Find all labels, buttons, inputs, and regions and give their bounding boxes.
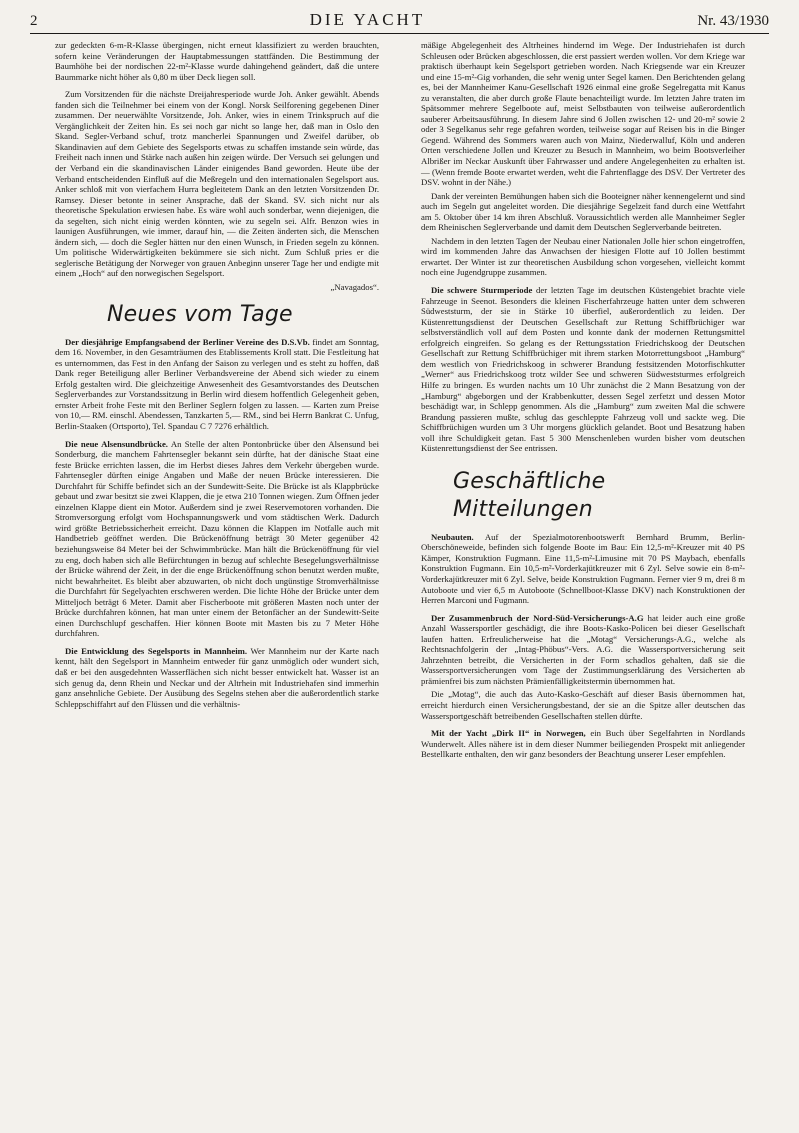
section-heading: Geschäftliche Mitteilungen bbox=[453, 468, 606, 522]
issue-number: Nr. 43/1930 bbox=[697, 13, 769, 29]
page-number: 2 bbox=[30, 13, 38, 29]
news-item-headline: Der Zusammenbruch der Nord-Süd-Versicherungs-A.G bbox=[431, 612, 644, 623]
news-item bbox=[421, 613, 745, 687]
news-item bbox=[421, 532, 745, 606]
news-item-body: Auf der Spezialmotorenbootswerft Bernhard Brumm, Berlin-Oberschöneweide, befinden sich folgende Boote im Bau: Ein 12,5-m²-Kreuzer mit 40 PS Kämper, Konstruktion Fugmann. Eine 11,5-m²-Limusine mit 70 PS Maybach, ebenfalls Konstruktion Fugmann. Ein 10,5-m²-Vorderkajütkreuzer mit 6 Zyl. Selve sowie ein 8-m²-Vorderkajütkreuzer mit 6 Zyl. Selve, beide Konstruktion Fugmann. Ferner vier 9 m, drei 8 m Autoboote und vier 6,5 m Autoboote (Schnellboot-Klasse DKV) nach Konstruktionen der Herren Marconi und Fugmann. bbox=[421, 531, 745, 606]
header-rule bbox=[30, 33, 769, 34]
left-column bbox=[55, 40, 379, 712]
page-header bbox=[30, 10, 769, 34]
author-signature: „Navagados“. bbox=[330, 282, 379, 293]
paragraph: Die „Motag“, die auch das Auto-Kasko-Geschäft auf dieser Basis übernommen hat, erreicht hierdurch einen Versicherungsbestand, der sie an die Spitze aller deutschen das Wassersportgeschäft betreibenden Gesellschaften stellen dürfte. bbox=[421, 689, 745, 721]
paragraph: Zum Vorsitzenden für die nächste Dreijahresperiode wurde Joh. Anker gewählt. Abends fanden sich die Teilnehmer bei einem von der Kongl. Norsk Seilforening gegebenen Diner zusammen. Der neuerwählte Vorsitzende, Joh. Anker, wies in einem Trinkspruch auf die Vergänglichkeit der Zeiten hin. Es sei noch gar nicht so lange her, daß man in Oslo den Skand. Segler-Verband schuf, trotz mancherlei Spannungen und Zweifel darüber, ob Skandinavien auf dem Gebiete des Segelsports etwas zu schaffen imstande sein würde, das Freiheit nach innen und Stärke nach außen hin zeigen würde. Der Versuch sei gelungen und der Verband ein die skandinavischen Länder einigendes Band geworden. Heute übe der Verband entscheidenden Einfluß auf die Meßregeln und den internationalen Segelsport aus. Anker schloß mit von vierfachem Hurra begleitetem Dank an den letzten Vorsitzenden Dr. Ramsey. Dieser betonte in seiner Ansprache, daß der Skand. SV. sich nicht nur als theoretische Spekulation erwiesen habe. Es wäre wohl auch sonderbar, wenn diejenigen, die da segelten, sich nicht einig werden könnten, wie zu segeln sei. Alfr. Benzon wies in launigen Ausführungen, wie immer, darauf hin, — die Zeiten änderten sich, die Menschen ändern sich, — doch die Segler hätten nur den einen Wunsch, in Frieden segeln zu können. Um politische Widerwärtigkeiten bekümmere sie sich nicht. Zum Schluß pries er die seglerische Betätigung der Norweger von grauen Anbeginn unserer Tage her und endigte mit einem „Hoch“ auf den norwegischen Segelsport. bbox=[55, 89, 379, 279]
news-item bbox=[421, 285, 745, 454]
news-item-headline: Mit der Yacht „Dirk II“ in Norwegen, bbox=[431, 728, 586, 739]
news-item-body: ein Buch über Segelfahrten in Nordlands Wunderwelt. Alles nähere ist in dem dieser Nummer beiliegenden Prospekt mit anliegender Bestellkarte enthalten, den wir ganz besonders der Beachtung unserer Leser empfehlen. bbox=[421, 728, 745, 760]
news-item bbox=[421, 728, 745, 760]
news-item-body: An Stelle der alten Pontonbrücke über den Alsensund bei Sonderburg, die manchem Fahrtensegler bekannt sein dürfte, hat der dänische Staat eine feste Brücke errichten lassen, die im Herbst dieses Jahres dem Verkehr übergeben wurde. Fahrtensegler dürften einige Angaben und Maße der neuen Brücke interessieren. Die Durchfahrt für Schiffe befindet sich an der Sundewitt-Seite. Die Brücke ist als Klappbrücke gebaut und zwar besitzt sie zwei Klappen, die je etwa 210 Tonnen wiegen. Zum Öffnen jeder einzelnen Klappe dient ein Motor. Außerdem sind je zwei Reservemotoren vorhanden. Die Stromversorgung erfolgt vom Hochspannungswerk und vom städtischen Werk. Dadurch wird größte Betriebssicherheit erreicht. Dazu können die Klappen im Notfalle auch mit Handbetrieb geöffnet werden. Die Brückenöffnung beträgt 30 Meter gegenüber 42 beziehungsweise 84 Meter bei der Schwimmbrücke. Man hält die Brückenöffnung für viel zu eng, doch haben sich alle Befürchtungen in bezug auf schlechte Besegelungsverhältnisse der Brücke während der Zeit, in der die enge Brückenöffnung schon benutzt werden mußte, nicht bewahrheitet. Es bleibt aber abzuwarten, ob nicht doch ungünstige Stromverhältnisse die Durchfahrt für Segelyachten erschweren werden. Die lichte Höhe der Brücke unter dem Mitteljoch beträgt 6 Meter. Damit aber Fischerboote mit größeren Masten noch unter der Brücke durchfahren können, hat man unter einem der Betonfächer an der Sundewitt-Seite einen Durchschlupf geschaffen. Hier können Boote mit Masten bis zu 7 Meter Höhe durchfahren. bbox=[55, 438, 379, 639]
news-item-body: findet am Sonntag, dem 16. November, in den Gesamträumen des Etablissements Kroll statt. Die Festleitung hat es unternommen, das Fest in den Anfang der Saison zu verlegen und es steht zu hoffen, daß Dank reger Beteiligung aller Berliner Verbandsvereine der Abend sich wieder zu einem Erfolg gestalten wird. Die gleichzeitige Anwesenheit des Gesamtvorstandes des Deutschen Seglerverbandes zur Vorstandssitzung in Berlin wird diesem hoffentlich Gelegenheit geben, ernster Arbeit frohe Feste mit den Berliner Seglern folgen zu lassen. — Karten zum Preise von 10,— RM. einschl. Abendessen, Tanzkarten 5,— RM., sind bei Herrn Bankrat C. Unfug, Berlin-Staaken (Ortsporto), Tel. Spandau C 7 7276 erhältlich. bbox=[55, 336, 379, 431]
news-item-headline: Neubauten. bbox=[431, 531, 474, 542]
news-item-body: der letzten Tage im deutschen Küstengebiet brachte viele Fahrzeuge in Seenot. Besonders die kleinen Fischerfahrzeuge hatten unter dem schweren Südweststurm, der sie in Stärke 10 überfiel, außerordentlich zu leiden. Der Küstenrettungsdienst der Deutschen Gesellschaft zur Rettung Schiffbrüchiger war selbstverständlich voll auf dem Posten und konnte dank der modernen Rettungsmittel erfolgreich eingreifen. So gelang es der Rettungsstation Friedrichskoog der Deutschen Gesellschaft zur Rettung Schiffbrüchiger mit ihrem starken Motorrettungsboot „Hamburg“ dem westlich von Friedrichskoog in schwerer Brandung festsitzenden Motorfischkutter „Werner“ aus Friedrichskoog trotz wilder See und schweren Südweststurmes erfolgreich Hilfe zu bringen. Es wurden nachts um 10 Uhr zunächst die 2 Mann Besatzung von der „Hamburg“ abgeborgen und der Krabbenkutter, dessen Segel zerfetzt und dessen Motor beschädigt war, in Schlepp genommen. Als die „Hamburg“ zum zweiten Mal die schwere Brandung passieren mußte, schlug das geschleppte Fahrzeug voll und sackte weg. Die Schiffbrüchigen wurden um 3 Uhr morgens glücklich gelandet. Boot und Besatzung haben voll ihre Schuldigkeit getan. Fast 5 300 Menschenleben wurden bisher vom deutschen Küstenrettungsdienst der See entrissen. bbox=[421, 285, 745, 454]
paragraph: Dank der vereinten Bemühungen haben sich die Booteigner näher kennengelernt und sind auch im Segeln gut angeleitet worden. Die diesjährige Segelzeit fand durch eine Wettfahrt am 5. Oktober über 14 km ihren Abschluß. Voraussichtlich werden alle Mannheimer Segler dem Rheinischen Seglerverbande und damit dem Deutschen Seglerverbande beitreten. bbox=[421, 190, 745, 233]
paragraph: Nachdem in den letzten Tagen der Neubau einer Nationalen Jolle hier schon eingetroffen, wird im kommenden Jahre das Anwachsen der hiesigen Flotte auf 10 Jollen bestimmt erwartet. Der Winter ist zur theoretischen Ausbildung schon vorgesehen, vielleicht kommt noch eine Jugendgruppe zusammen. bbox=[421, 235, 745, 278]
news-item bbox=[55, 337, 379, 432]
news-item-headline: Die neue Alsensundbrücke. bbox=[65, 438, 168, 449]
right-column bbox=[421, 40, 745, 763]
news-item bbox=[55, 439, 379, 639]
news-item bbox=[55, 646, 379, 709]
news-item-headline: Der diesjährige Empfangsabend der Berliner Vereine des D.S.Vb. bbox=[65, 336, 310, 347]
news-item-body: Wer Mannheim nur der Karte nach kennt, hält den Segelsport in Mannheim entweder für ganz unmöglich oder wundert sich, daß er bei den ausgedehnten Wasserflächen sich nicht besser entwickelt hat. Wasser ist an sich genug da, denn Rhein und Neckar und der Altrhein mit Industriehafen sind immerhin ganz ansehnliche Gebiete. Der Ausübung des Segelns stehen aber die außerordentlich starke Schleppschiffahrt auf den Flüssen und die verhältnis- bbox=[55, 645, 380, 709]
news-item-headline: Die schwere Sturmperiode bbox=[431, 285, 533, 296]
news-item-headline: Die Entwicklung des Segelsports in Mannheim. bbox=[65, 645, 248, 656]
paragraph: zur gedeckten 6-m-R-Klasse übergingen, nicht erneut klassifiziert zu werden brauchten, sofern keine Veränderungen der Hauptabmessungen stattfänden. Die Bestimmung der Baumhöhe bei der nordischen 22-m²-Klasse wurde dahingehend geändert, daß die untere Baummarke nicht höher als 0,80 m über Deck liegen soll. bbox=[55, 40, 379, 82]
paragraph: mäßige Abgelegenheit des Altrheines hindernd im Wege. Der Industriehafen ist durch Schleusen oder Brücken abgeschlossen, die erst passiert werden wollen. Vor dem Kriege war praktisch überhaupt kein Segelsport getrieben worden. Nach Kriegsende war ein Kreuzer und eine 15-m²-Gig vorhanden, die sehr wenig unter Segel kamen. Den Berichtenden gelang es, bei der Mannheimer Kanu-Gesellschaft 1926 einmal eine große Segelregatta mit Kanus zu veranstalten, die aber durch große Flaute benachteiligt wurde. Im letzten Jahre traten im Spätsommer mehrere Segelboote auf, meist Selbstbauten von teilweise außerordentlich sauberer Arbeitsausführung. In diesem Jahre sind 6 Jollen zwischen 12- und 20-m² sowie 2 oder 3 Segelkanus sehr rege gefahren worden, teilweise sogar auf Reisen bis in die Binger Gegend. Während des Sommers waren auch von Mainz, Niederwalluf, Köln und anderen Orten verschiedene Jollen und Kreuzer zu Besuch in Mannheim, wo beim Bootsverleiher Albrißer im Neckar Auskunft über Fahrwasser und andere Angelegenheiten zu erhalten ist. — (Wenn fremde Boote erwartet werden, weht die Fahrtenflagge des DSV. Der Vertreter des DSV. wohnt in der Nähe.) bbox=[421, 40, 745, 188]
section-heading: Neues vom Tage bbox=[107, 301, 293, 327]
journal-title: DIE YACHT bbox=[309, 10, 426, 29]
news-item-body: hat leider auch eine große Anzahl Wassersportler geschädigt, die ihre Boots-Kasko-Policen bei dieser Gesellschaft laufen hatten. Erfreulicherweise hat die „Motag“ Versicherungs-A.G., welche als Rechtsnachfolgerin der „Intag-Phöbus“-Vers. A.G. die Wassersportversicherung seit Jahrzehnten betreibt, die Versicherten in der Form schadlos gehalten, daß sie die Wassersportversicherungen vom Tage der Zustimmungserklärung des Versicherten ab prämienfrei bis zum nächsten Prämienfälligkeitstermin übernommen hat. bbox=[421, 612, 745, 686]
